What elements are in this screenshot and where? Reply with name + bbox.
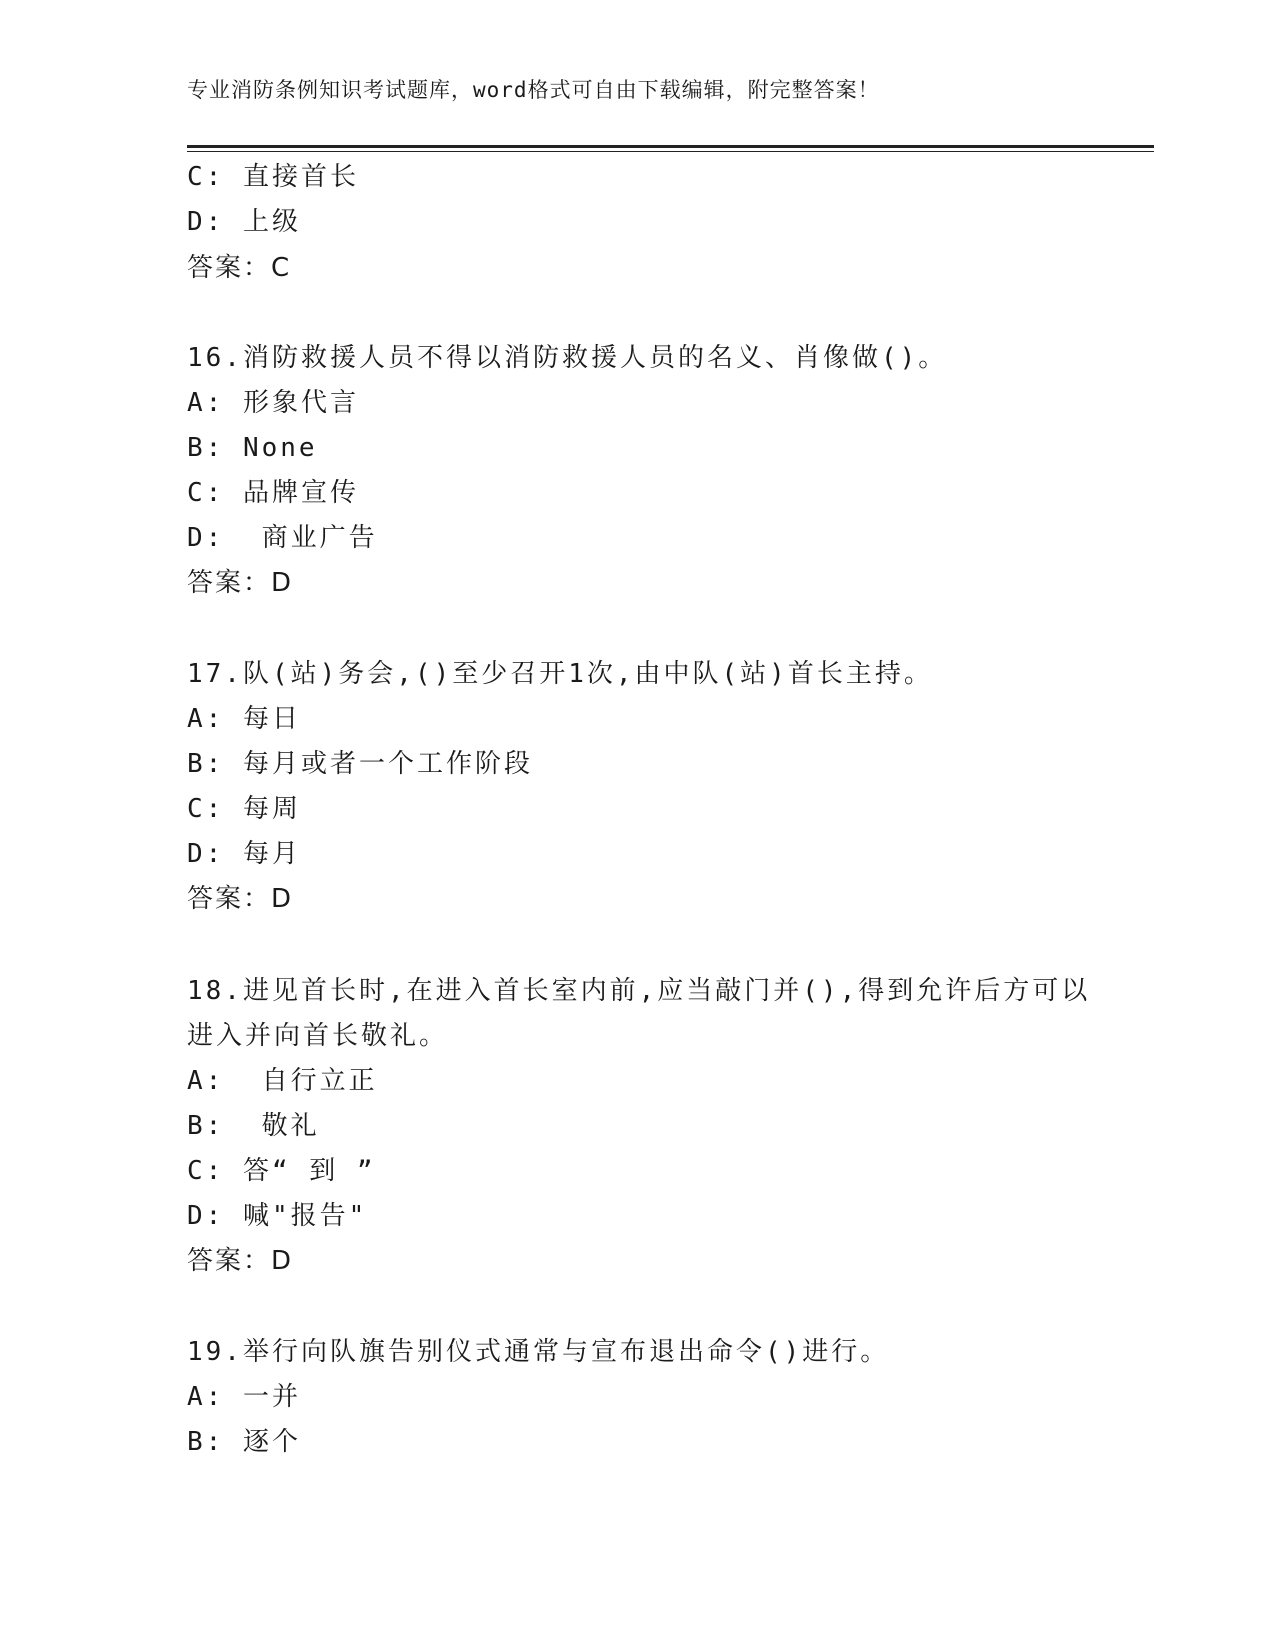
document-header: 专业消防条例知识考试题库，word格式可自由下载编辑，附完整答案！ — [187, 78, 880, 102]
q15-option-c: C: 直接首长 — [187, 162, 359, 192]
q17-option-c: C: 每周 — [187, 794, 301, 824]
q19-option-b: B: 逐个 — [187, 1427, 301, 1457]
q17-option-d: D: 每月 — [187, 839, 301, 869]
q15-answer: 答案：C — [187, 253, 292, 283]
q17-answer: 答案：D — [187, 884, 294, 914]
q18-stem-line2: 进入并向首长敬礼。 — [187, 1021, 449, 1051]
q16-stem: 16.消防救援人员不得以消防救援人员的名义、肖像做()。 — [187, 343, 948, 373]
q16-answer: 答案：D — [187, 568, 294, 598]
q18-option-d: D: 喊"报告" — [187, 1201, 368, 1231]
header-divider-thick — [187, 145, 1154, 148]
q18-stem-line1: 18.进见首长时,在进入首长室内前,应当敲门并(),得到允许后方可以 — [187, 976, 1091, 1006]
q17-stem: 17.队(站)务会,()至少召开1次,由中队(站)首长主持。 — [187, 659, 933, 689]
q19-stem: 19.举行向队旗告别仪式通常与宣布退出命令()进行。 — [187, 1337, 890, 1367]
q18-option-b: B: 敬礼 — [187, 1111, 320, 1141]
q19-option-a: A: 一并 — [187, 1382, 301, 1412]
q16-option-d: D: 商业广告 — [187, 523, 378, 553]
q16-option-a: A: 形象代言 — [187, 388, 359, 418]
q18-option-a: A: 自行立正 — [187, 1066, 378, 1096]
q16-option-c: C: 品牌宣传 — [187, 478, 359, 508]
q17-option-a: A: 每日 — [187, 704, 301, 734]
header-divider-thin — [187, 151, 1154, 152]
q16-option-b: B: None — [187, 433, 318, 463]
q18-option-c: C: 答“ 到 ” — [187, 1156, 376, 1186]
q17-option-b: B: 每月或者一个工作阶段 — [187, 749, 533, 779]
q18-answer: 答案：D — [187, 1246, 294, 1276]
q15-option-d: D: 上级 — [187, 207, 301, 237]
